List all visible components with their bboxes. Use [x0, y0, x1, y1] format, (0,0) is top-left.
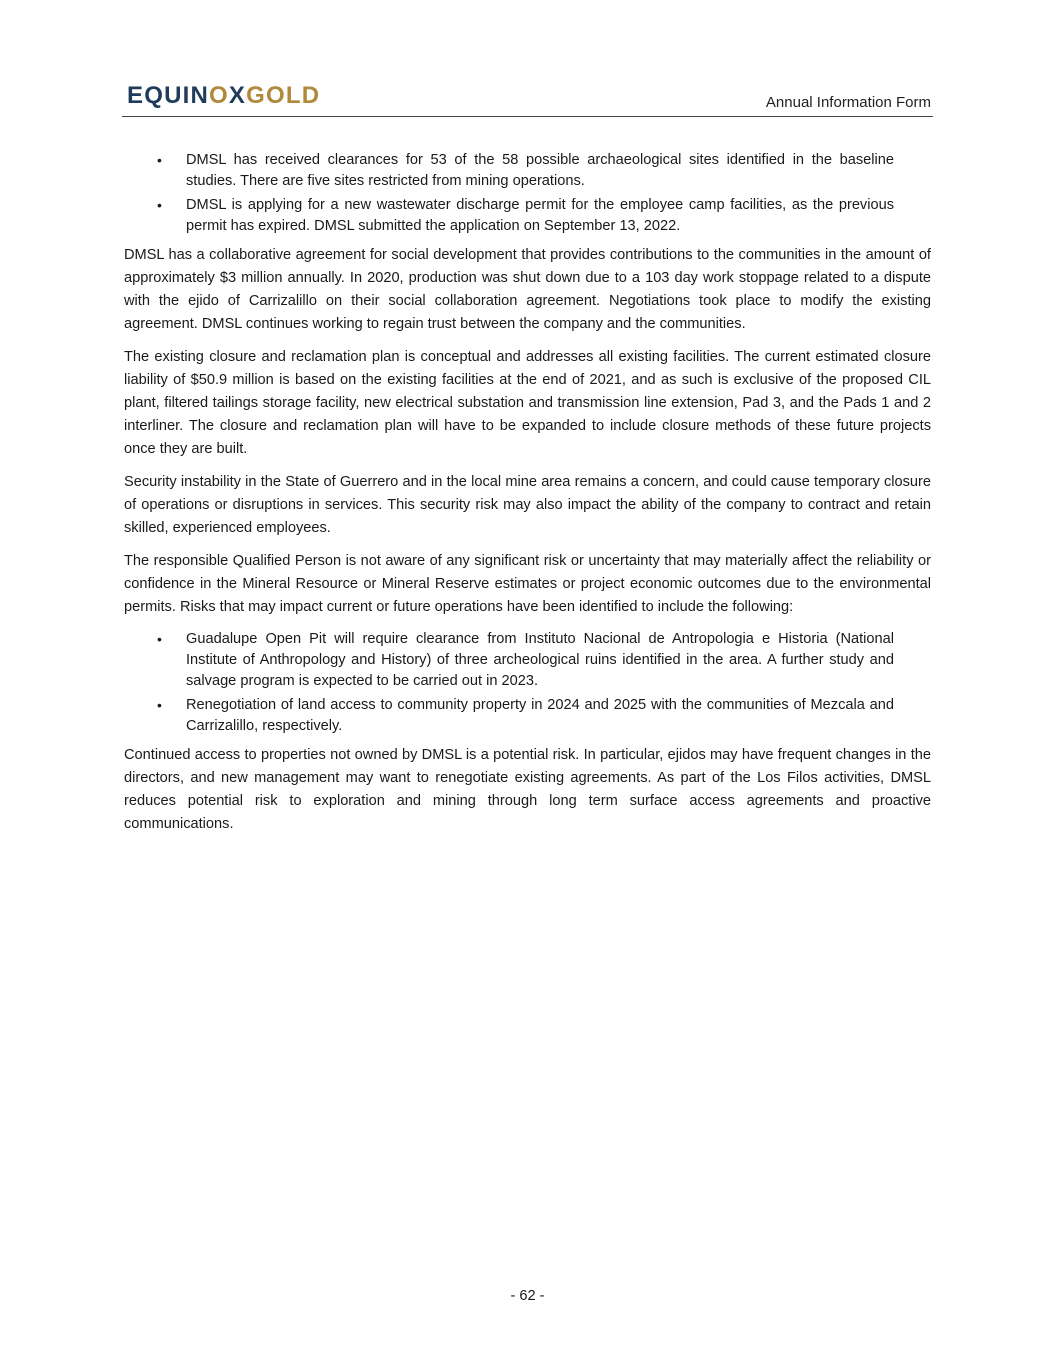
page-header [122, 78, 933, 117]
logo-text-equin: EQUIN [127, 82, 210, 109]
document-title: Annual Information Form [765, 94, 931, 111]
paragraph-security: Security instability in the State of Guerrero and in the local mine area remains a concern, and could cause temporary closure of operations or disruptions in services. This security risk may also impact the ability of the company to contract and retain skilled, experienced employees. [124, 474, 931, 536]
paragraph-land-access: Continued access to properties not owned by DMSL is a potential risk. In particular, ejidos may have frequent changes in the directors, and new management may want to renegotiate existing agreements. As part of the Los Filos activities, DMSL reduces potential risk to exploration and mining through long term surface access agreements and proactive communications. [124, 747, 931, 832]
bullet-icon: • [157, 152, 162, 168]
bullet-icon: • [157, 197, 162, 213]
paragraph-social-agreement: DMSL has a collaborative agreement for social development that provides contributions to the communities in the amount of approximately $3 million annually. In 2020, production was shut down due to a 103 day work stoppage related to a dispute with the ejido of Carrizalillo on their social collaboration agreement. Negotiations took place to modify the existing agreement. DMSL continues working to regain trust between the company and the communities. [124, 247, 931, 332]
bullet-icon: • [157, 631, 162, 647]
list-item [124, 695, 894, 737]
logo-text-o: O [209, 82, 229, 109]
paragraph-qualified-person: The responsible Qualified Person is not aware of any significant risk or uncertainty that may materially affect the reliability or confidence in the Mineral Resource or Mineral Reserve estimates or project economic outcomes due to the environmental permits. Risks that may impact current or future operations have been identified to include the following: [124, 553, 931, 615]
list-item-text: DMSL has received clearances for 53 of the 58 possible archaeological sites identified in the baseline studies. There are five sites restricted from mining operations. [186, 152, 894, 189]
list-item-text: Guadalupe Open Pit will require clearance from Instituto Nacional de Antropologia e Historia (National Institute of Anthropology and History) of three archeological ruins identified in the area. A further study and salvage program is expected to be carried out in 2023. [186, 631, 894, 689]
page-content [124, 150, 931, 846]
list-item [124, 150, 894, 192]
logo-text-gold: GOLD [246, 82, 321, 109]
list-item-text: Renegotiation of land access to community property in 2024 and 2025 with the communities of Mezcala and Carrizalillo, respectively. [186, 697, 894, 734]
list-item-text: DMSL is applying for a new wastewater discharge permit for the employee camp facilities, as the previous permit has expired. DMSL submitted the application on September 13, 2022. [186, 197, 894, 234]
paragraph-closure-plan: The existing closure and reclamation plan is conceptual and addresses all existing facilities. The current estimated closure liability of $50.9 million is based on the existing facilities at the end of 2021, and as such is exclusive of the proposed CIL plant, filtered tailings storage facility, new electrical substation and transmission line extension, Pad 3, and the Pads 1 and 2 interliner. The closure and reclamation plan will have to be expanded to include closure methods of these future projects once they are built. [124, 349, 931, 457]
list-item [124, 195, 894, 237]
bullet-list-risks [124, 629, 931, 737]
bullet-list-permits [124, 150, 931, 237]
equinox-gold-logo [127, 82, 320, 110]
logo-text-x: X [228, 82, 247, 109]
list-item [124, 629, 894, 692]
page-number: - 62 - [510, 1288, 545, 1304]
bullet-icon: • [157, 697, 162, 713]
